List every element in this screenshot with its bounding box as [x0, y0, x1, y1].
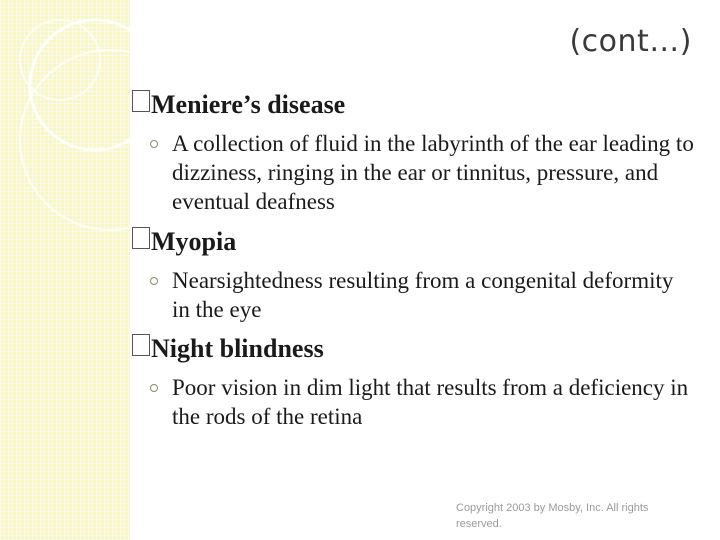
ring-bullet-icon	[150, 384, 158, 392]
decorative-rings-graphic	[0, 0, 130, 540]
decorative-side-panel	[0, 0, 130, 540]
bullet-detail-meniere	[148, 129, 696, 216]
bullet-heading-text: Night blindness	[151, 334, 324, 363]
bullet-heading-meniere	[132, 90, 345, 120]
copyright-footer: Copyright 2003 by Mosby, Inc. All rights reserved.	[456, 502, 649, 530]
bullet-box-icon	[132, 334, 150, 356]
bullet-detail-text: Poor vision in dim light that results from a deficiency in the rods of the retina	[172, 375, 689, 429]
bullet-detail-night-blindness	[148, 373, 696, 431]
slide-title: (cont…)	[569, 24, 692, 59]
bullet-heading-night-blindness	[132, 334, 324, 364]
bullet-detail-text: A collection of fluid in the labyrinth of the ear leading to dizziness, ringing in the ear or tinnitus, pressure, and eventual deafness	[172, 131, 694, 214]
bullet-heading-text: Meniere’s disease	[151, 90, 346, 119]
bullet-box-icon	[132, 90, 150, 112]
bullet-heading-myopia	[132, 227, 236, 257]
bullet-heading-text: Myopia	[151, 227, 237, 256]
ring-bullet-icon	[150, 140, 158, 148]
ring-bullet-icon	[150, 277, 158, 285]
bullet-detail-myopia	[148, 266, 696, 324]
bullet-detail-text: Nearsightedness resulting from a congenital deformity in the eye	[172, 268, 674, 322]
bullet-box-icon	[132, 227, 150, 249]
